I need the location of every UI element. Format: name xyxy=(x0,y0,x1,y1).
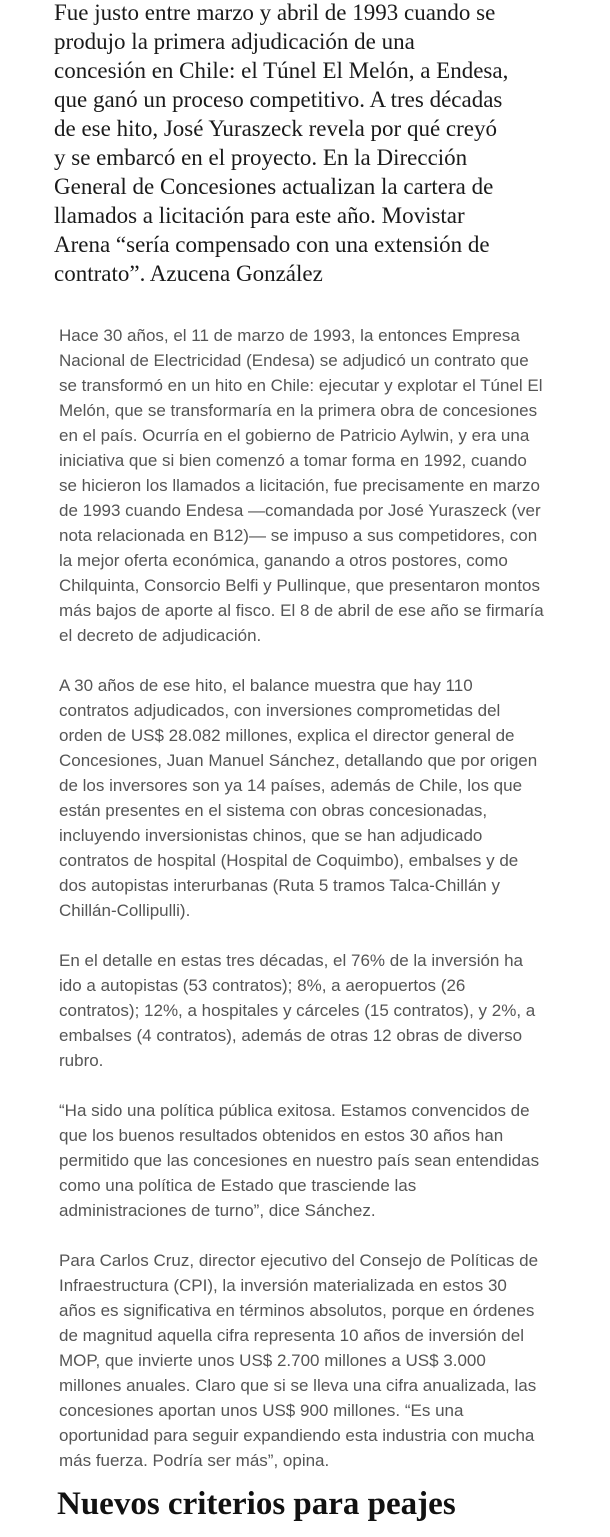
article-body xyxy=(0,323,610,1473)
article-paragraph: Para Carlos Cruz, director ejecutivo del Consejo de Políticas de Infraestructura (CPI), la inversión materializada en estos 30 años es significativa en términos absolutos, porque en órdenes de magnitud aquella cifra representa 10 años de inversión del MOP, que invierte unos US$ 2.700 millones a US$ 3.000 millones anuales. Claro que si se lleva una cifra anualizada, las concesiones aportan unos US$ 900 millones. “Es una oportunidad para seguir expandiendo esta industria con mucha más fuerza. Podría ser más”, opina. xyxy=(59,1251,539,1470)
article-paragraph: En el detalle en estas tres décadas, el 76% de la inversión ha ido a autopistas (53 contratos); 8%, a aeropuertos (26 contratos); 12%, a hospitales y cárceles (15 contratos), y 2%, a embalses (4 contratos), además de otras 12 obras de diverso rubro. xyxy=(59,951,536,1070)
article-deck: Fue justo entre marzo y abril de 1993 cuando se produjo la primera adjudicación de una concesión en Chile: el Túnel El Melón, a Endesa, que ganó un proceso competitivo. A tres décadas de ese hito, José Yuraszeck revela por qué creyó y se embarcó en el proyecto. En la Dirección General de Concesiones actualizan la cartera de llamados a licitación para este año. Movistar Arena “sería compensado con una extensión de contrato”. Azucena González xyxy=(54,0,509,286)
article-paragraph: “Ha sido una política pública exitosa. Estamos convencidos de que los buenos resultados obtenidos en estos 30 años han permitido que las concesiones en nuestro país sean entendidas como una política de Estado que trasciende las administraciones de turno”, dice Sánchez. xyxy=(59,1101,540,1220)
section-heading: Nuevos criterios para peajes xyxy=(57,1486,456,1522)
article-paragraph: Hace 30 años, el 11 de marzo de 1993, la entonces Empresa Nacional de Electricidad (Endesa) se adjudicó un contrato que se transformó en un hito en Chile: ejecutar y explotar el Túnel El Melón, que se transformaría en la primera obra de concesiones en el país. Ocurría en el gobierno de Patricio Aylwin, y era una iniciativa que si bien comenzó a tomar forma en 1992, cuando se hicieron los llamados a licitación, fue precisamente en marzo de 1993 cuando Endesa —comandada por José Yuraszeck (ver nota relacionada en B12)— se impuso a sus competidores, con la mejor oferta económica, ganando a otros postores, como Chilquinta, Consorcio Belfi y Pullinque, que presentaron montos más bajos de aporte al fisco. El 8 de abril de ese año se firmaría el decreto de adjudicación. xyxy=(59,326,544,645)
article-paragraph: A 30 años de ese hito, el balance muestra que hay 110 contratos adjudicados, con inversiones comprometidas del orden de US$ 28.082 millones, explica el director general de Concesiones, Juan Manuel Sánchez, detallando que por origen de los inversores son ya 14 países, además de Chile, los que están presentes en el sistema con obras concesionadas, incluyendo inversionistas chinos, que se han adjudicado contratos de hospital (Hospital de Coquimbo), embalses y de dos autopistas interurbanas (Ruta 5 tramos Talca-Chillán y Chillán-Collipulli). xyxy=(59,676,538,920)
